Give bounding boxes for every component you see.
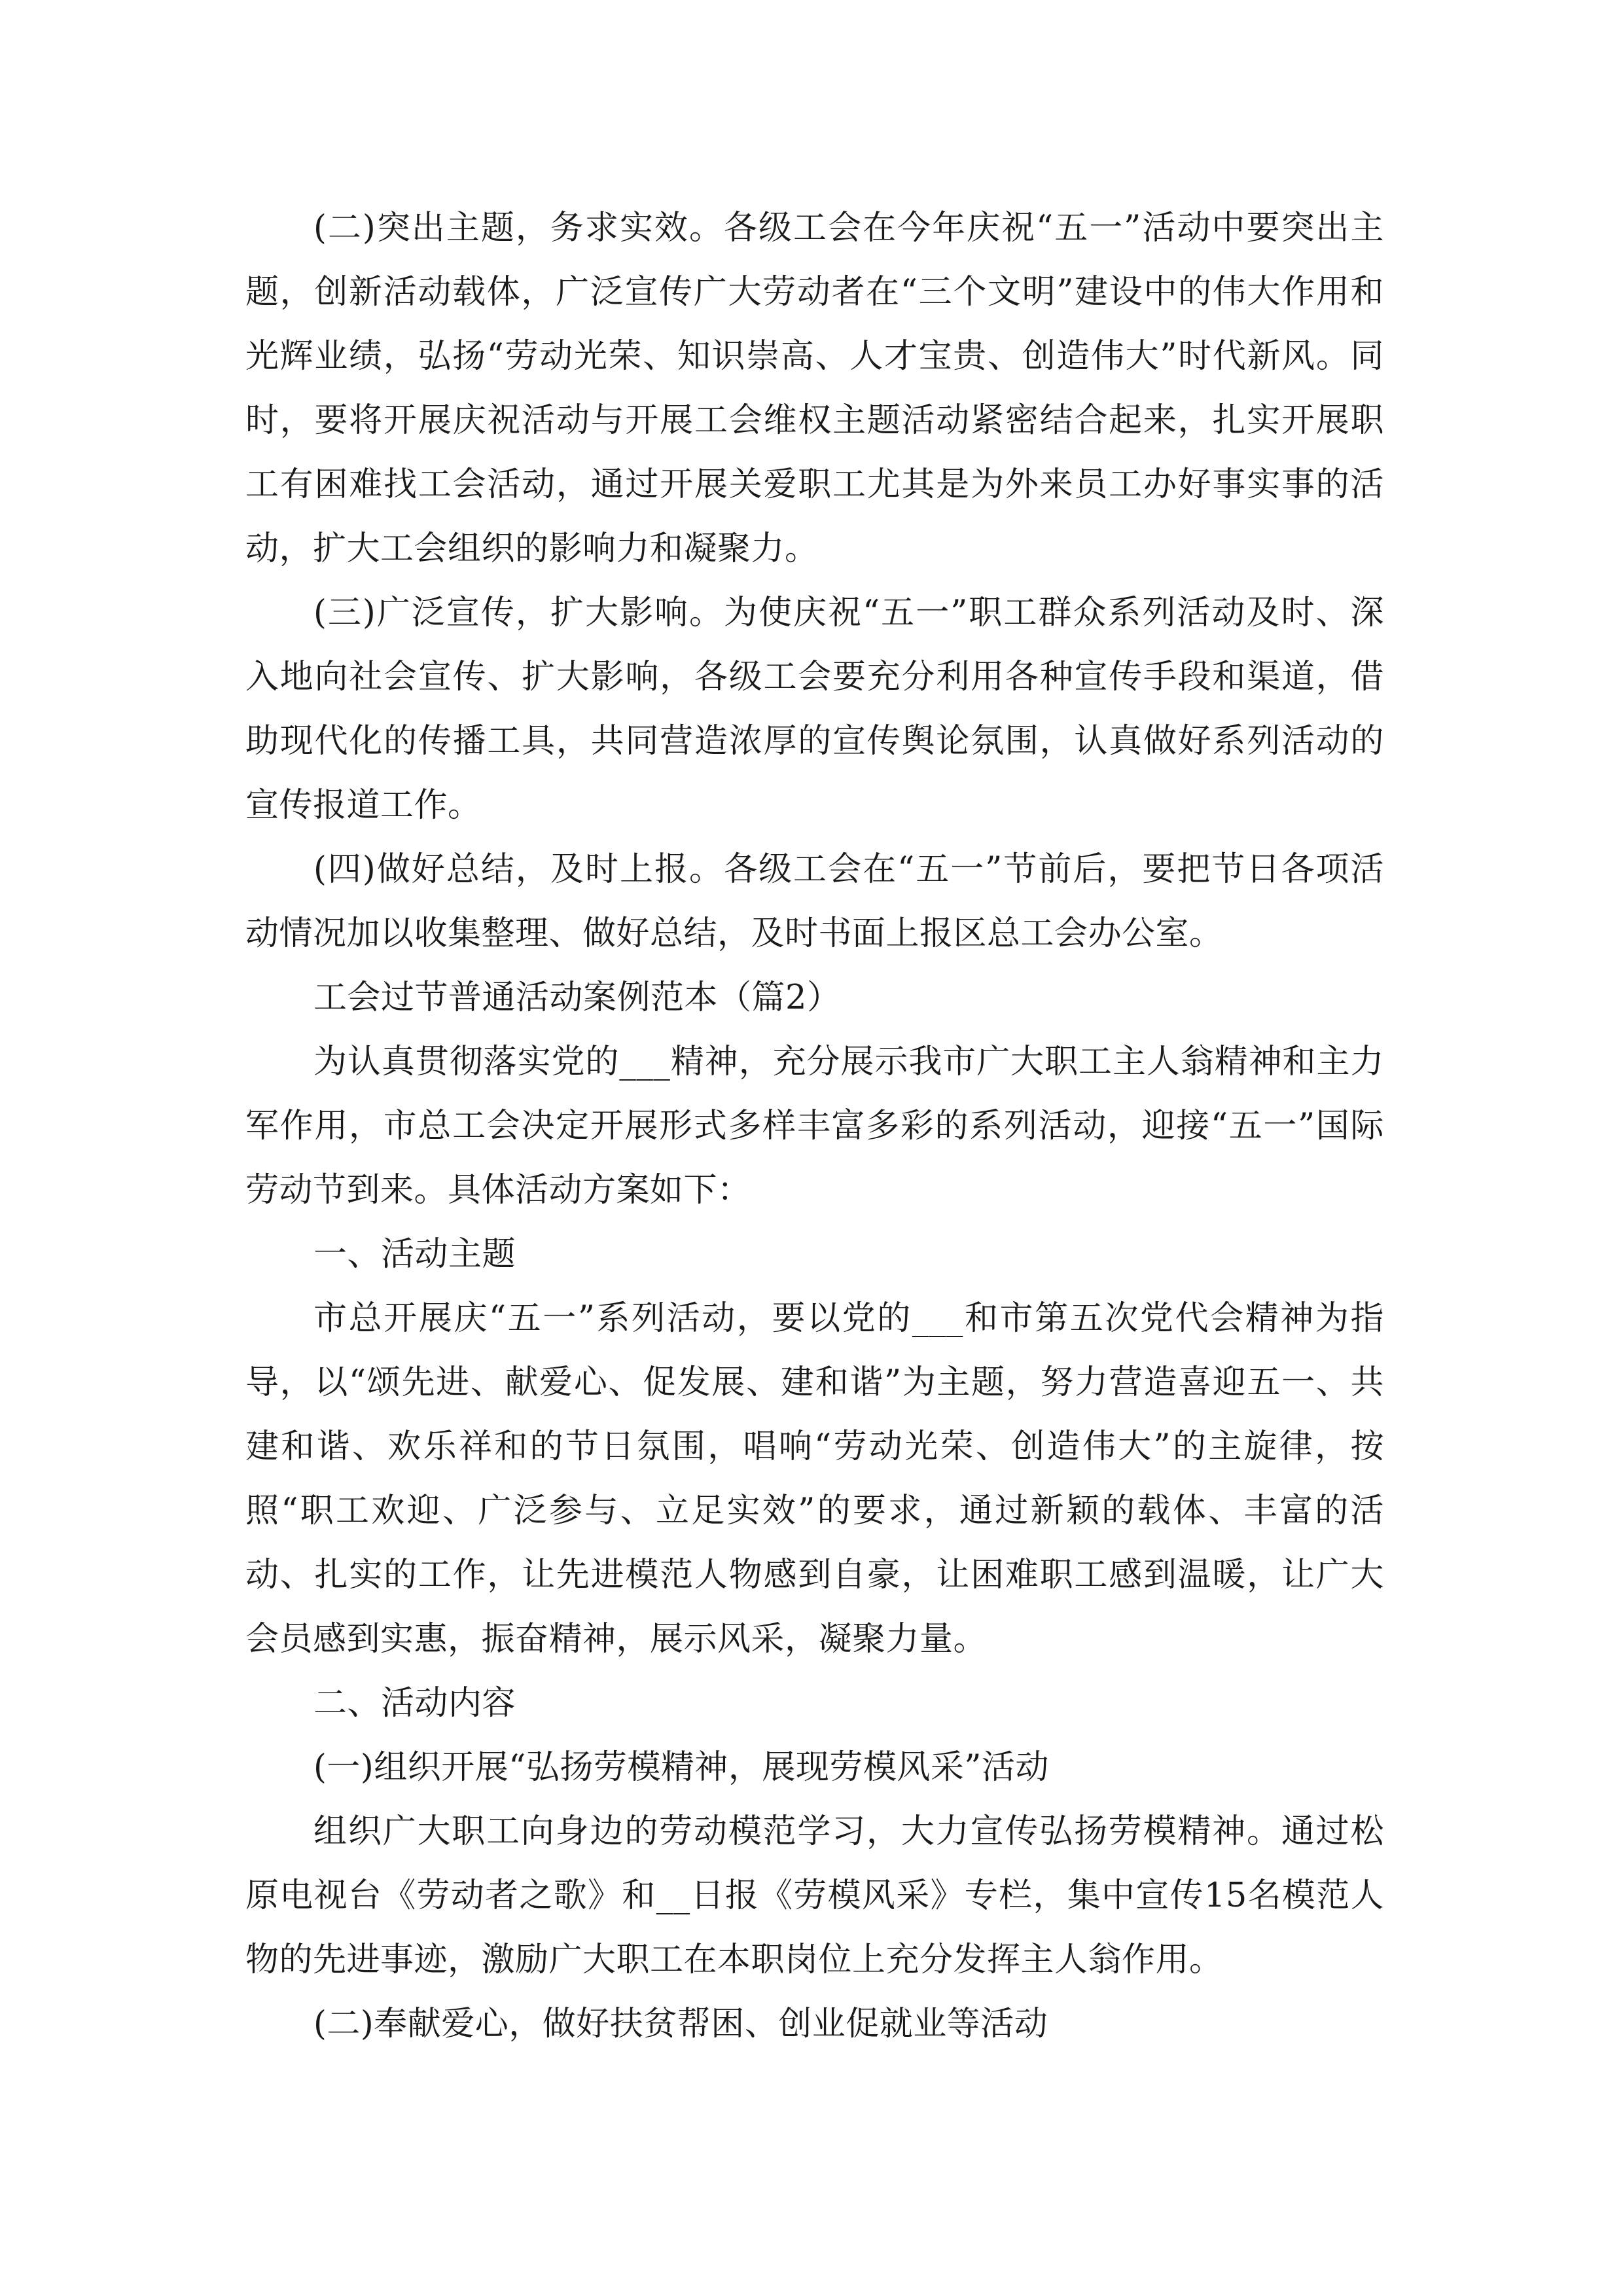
paragraph-content-1: 组织广大职工向身边的劳动模范学习，大力宣传弘扬劳模精神。通过松原电视台《劳动者之歌》和__日报《劳模风采》专栏，集中宣传15名模范人物的先进事迹，激励广大职工在本职岗位上充分发挥主人翁作用。 <box>245 1812 1384 1979</box>
paragraph-section-3: (三)广泛宣传，扩大影响。为使庆祝“五一”职工群众系列活动及时、深入地向社会宣传、扩大影响，各级工会要充分利用各种宣传手段和渠道，借助现代化的传播工具，共同营造浓厚的宣传舆论氛围，认真做好系列活动的宣传报道工作。 <box>245 594 1384 825</box>
paragraph-section-4: (四)做好总结，及时上报。各级工会在“五一”节前后，要把节日各项活动情况加以收集整理、做好总结，及时书面上报区总工会办公室。 <box>245 850 1384 953</box>
article-title: 工会过节普通活动案例范本（篇2） <box>313 978 841 1017</box>
subheading-content-1: (一)组织开展“弘扬劳模精神，展现劳模风采”活动 <box>313 1748 1049 1787</box>
subheading-content-2: (二)奉献爱心，做好扶贫帮困、创业促就业等活动 <box>313 2005 1048 2043</box>
paragraph-intro: 为认真贯彻落实党的___精神，充分展示我市广大职工主人翁精神和主力军作用，市总工会决定开展形式多样丰富多彩的系列活动，迎接“五一”国际劳动节到来。具体活动方案如下： <box>245 1043 1384 1210</box>
heading-activity-content: 二、活动内容 <box>313 1684 516 1723</box>
document-body <box>245 196 1384 2056</box>
heading-activity-theme: 一、活动主题 <box>313 1235 516 1274</box>
paragraph-activity-theme: 市总开展庆“五一”系列活动，要以党的___和市第五次党代会精神为指导，以“颂先进、献爱心、促发展、建和谐”为主题，努力营造喜迎五一、共建和谐、欢乐祥和的节日氛围，唱响“劳动光荣、创造伟大”的主旋律，按照“职工欢迎、广泛参与、立足实效”的要求，通过新颖的载体、丰富的活动、扎实的工作，让先进模范人物感到自豪，让困难职工感到温暖，让广大会员感到实惠，振奋精神，展示风采，凝聚力量。 <box>245 1299 1384 1659</box>
paragraph-section-2: (二)突出主题，务求实效。各级工会在今年庆祝“五一”活动中要突出主题，创新活动载体，广泛宣传广大劳动者在“三个文明”建设中的伟大作用和光辉业绩，弘扬“劳动光荣、知识崇高、人才宝贵、创造伟大”时代新风。同时，要将开展庆祝活动与开展工会维权主题活动紧密结合起来，扎实开展职工有困难找工会活动，通过开展关爱职工尤其是为外来员工办好事实事的活动，扩大工会组织的影响力和凝聚力。 <box>245 209 1384 568</box>
